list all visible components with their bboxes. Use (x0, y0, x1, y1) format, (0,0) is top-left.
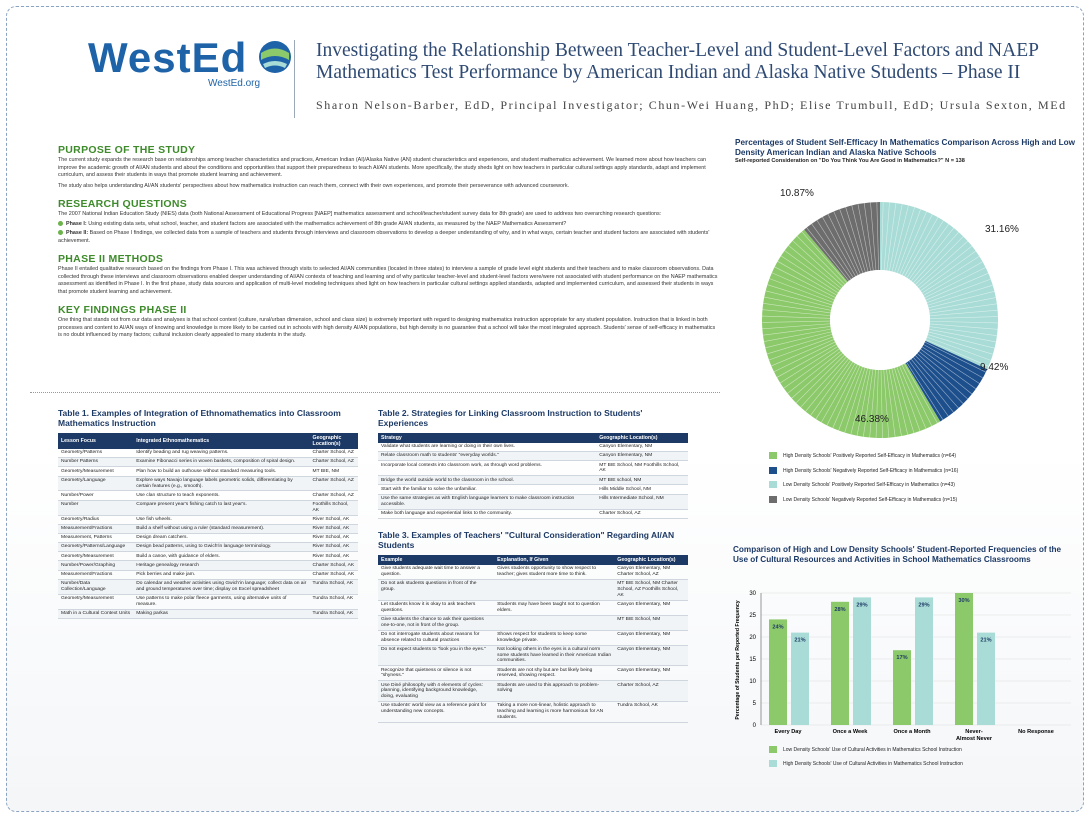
table-row (378, 702, 688, 723)
table3-block (378, 530, 688, 723)
globe-icon (258, 40, 292, 74)
bar-legend-item (769, 760, 963, 767)
y-tick-label: 15 (749, 657, 756, 663)
purpose-paragraph-2: The study also helps understanding AI/AN students' perspectives about how mathematics instruction can reach them, connect with their own experiences, and promote their perseverance with advanced coursework. (58, 182, 570, 189)
pie-legend-item (769, 481, 955, 488)
pie-data-label: 9.42% (980, 362, 1009, 373)
findings-heading: KEY FINDINGS PHASE II (58, 304, 187, 316)
table2-header-0: Strategy (378, 433, 596, 443)
table2-cell: Charter School, AZ (596, 509, 688, 518)
legend-label: High Density Schools' Use of Cultural Activities in Mathematics School Instruction (783, 760, 963, 767)
table3-cell: Use students' world view as a reference point for understanding new concepts. (378, 702, 494, 723)
legend-swatch (769, 746, 777, 753)
table1-cell: Charter School, AZ (310, 449, 358, 458)
x-tick-label: Once a Month (893, 729, 931, 735)
table3-header-2: Geographic Location(s) (614, 555, 688, 565)
table1-cell: Geometry/Measurement (58, 467, 133, 476)
table-row (378, 681, 688, 702)
table1-cell: Number/Power (58, 491, 133, 500)
bar (915, 597, 933, 725)
legend-swatch (769, 481, 777, 488)
pie-data-label: 46.38% (855, 414, 889, 425)
table2-cell: MT BIE school, NM (596, 476, 688, 485)
table3-cell: Canyon Elementary, NM (614, 630, 688, 645)
y-tick-label: 25 (749, 613, 756, 619)
legend-label: High Density Schools' Negatively Reported Self-Efficacy in Mathematics (n=16) (783, 467, 959, 474)
table-row (378, 494, 688, 509)
table3-cell: Students may have been taught not to question elders. (494, 600, 614, 615)
table-row (58, 561, 358, 570)
bullet-icon (58, 221, 63, 226)
legend-label: Low Density Schools' Positively Reported Self-Efficacy in Mathematics (n=43) (783, 481, 955, 488)
y-tick-label: 0 (752, 723, 756, 729)
table-row (58, 458, 358, 467)
table1-cell: Charter School, AZ (310, 476, 358, 491)
table-row (378, 666, 688, 681)
table2-block (378, 408, 688, 519)
table1-cell: Examine Fibonacci series in woven baskets, composition of spiral design. (133, 458, 309, 467)
table3-cell: Gives students opportunity to show respect to teacher; gives student more time to think. (494, 565, 614, 579)
table1-cell: Pick berries and make jam. (133, 570, 309, 579)
pie-data-label: 31.16% (985, 224, 1019, 235)
table-row (378, 645, 688, 666)
table1-cell: Use fish wheels. (133, 515, 309, 524)
table2-cell: Canyon Elementary, NM (596, 443, 688, 452)
table-row (58, 594, 358, 609)
table3-cell: Students are used to this approach to problem-solving (494, 681, 614, 702)
table-row (58, 524, 358, 533)
purpose-paragraph-1: The current study expands the research base on relationships among teacher characteristics and practices, American Indian (AI)/Alaska Native (AN) student characteristics and experiences, and student mathematics achievement. We learned more about how teachers can improve the academic growth of AI/AN students and about the conditions and opportunities that support their preparedness to teach AI/AN students. More specifically, the study sheds light on how teachers in particular cultural settings apply standards, adapt and implement curriculum, and assess their students in ways that promote student learning and achievement. (58, 157, 707, 178)
table1-cell: River School, AK (310, 552, 358, 561)
table-row (378, 600, 688, 615)
table1-cell: Build a shelf without using a ruler (standard measurement). (133, 524, 309, 533)
table1-cell: Use clan structure to teach exponents. (133, 491, 309, 500)
logo-url: WestEd.org (208, 78, 261, 89)
pie-data-label: 10.87% (780, 188, 814, 199)
legend-swatch (769, 452, 777, 459)
y-tick-label: 5 (752, 701, 756, 707)
table-row (58, 491, 358, 500)
table2-cell: Relate classroom math to students' "everyday worlds." (378, 452, 596, 461)
y-tick-label: 20 (749, 635, 756, 641)
table2-cell: Make both language and experiential links to the community. (378, 509, 596, 518)
intro-column (58, 140, 718, 340)
bar-data-label: 29% (856, 602, 868, 609)
table1-cell: Number/Data Collection/Language (58, 579, 133, 594)
table3-cell: Do not expect students to "look you in the eyes." (378, 645, 494, 666)
table1-cell: Use patterns to make polar fleece garments, using alternative units of measure. (133, 594, 309, 609)
table3-cell: Shows respect for students to keep some knowledge private. (494, 630, 614, 645)
table3-cell: MT BIE School, NM (614, 615, 688, 630)
table-row (58, 476, 358, 491)
table3-cell: Let students know it is okay to ask teachers questions. (378, 600, 494, 615)
purpose-heading: PURPOSE OF THE STUDY (58, 144, 196, 156)
table1-cell: Math in a Cultural Context Units (58, 609, 133, 618)
phase-one-bullet (58, 221, 718, 229)
legend-label: High Density Schools' Positively Reported Self-Efficacy in Mathematics (n=64) (783, 452, 957, 459)
table3-cell: Use Diné philosophy with 4 elements of cycles: planning, identifying background knowledge, doing, evaluating (378, 681, 494, 702)
table2-cell: Hills Middle School, NM (596, 485, 688, 494)
y-axis-label: Percentage of Students per Reported Frequency (735, 600, 741, 720)
y-tick-label: 30 (749, 591, 756, 597)
table-row (378, 452, 688, 461)
table1-cell: Tundra School, AK (310, 579, 358, 594)
table1-block (58, 408, 358, 619)
table2-title: Table 2. Strategies for Linking Classroom Instruction to Students' Experiences (378, 408, 643, 428)
table2-cell: Incorporate local contexts into classroom work, as through word problems. (378, 461, 596, 476)
table3-cell: Do not ask students questions in front of the group. (378, 579, 494, 600)
bar-chart-title: Comparison of High and Low Density Schools' Student-Reported Frequencies of the Use of Cultural Resources and Activities in School Mathematics Classrooms (733, 545, 1062, 564)
table3-cell: Do not interrogate students about reasons for absence related to cultural practices (378, 630, 494, 645)
cultural-activities-bar-chart (733, 585, 1083, 742)
table1 (58, 433, 358, 619)
poster-title: Investigating the Relationship Between Teacher-Level and Student-Level Factors and NAEP Mathematics Test Performance by American Indian and Alaska Native Students – Phase II (316, 40, 1039, 83)
table3-cell: Give students adequate wait time to answer a question. (378, 565, 494, 579)
table-row (58, 552, 358, 561)
table1-cell: River School, AK (310, 543, 358, 552)
x-tick-label: Almost Never (955, 736, 993, 742)
table3-cell: Not looking others in the eyes is a cultural norm some students have learned in their American Indian communities. (494, 645, 614, 666)
wested-logo (88, 34, 278, 90)
table-row (378, 579, 688, 600)
table1-cell: Plan how to build an outhouse without standard measuring tools. (133, 467, 309, 476)
table3-cell: Canyon Elementary, NM (614, 666, 688, 681)
table1-cell: Geometry/Measurement (58, 594, 133, 609)
table-row (58, 570, 358, 579)
table2-cell: Start with the familiar to solve the unfamiliar. (378, 485, 596, 494)
table3-header-0: Example (378, 555, 494, 565)
table1-cell: Heritage genealogy research (133, 561, 309, 570)
table1-cell: River School, AK (310, 533, 358, 542)
legend-label: Low Density Schools' Negatively Reported Self-Efficacy in Mathematics (n=15) (783, 496, 958, 503)
table1-cell: Geometry/Patterns (58, 449, 133, 458)
phase-two-bullet (58, 230, 718, 245)
table1-cell: Tundra School, AK (310, 609, 358, 618)
bar-data-label: 28% (834, 606, 846, 613)
table1-cell: Design bead patterns, using to Gwich'in language terminology. (133, 543, 309, 552)
table3-header-1: Explanation, If Given (494, 555, 614, 565)
pie-chart-title: Percentages of Student Self-Efficacy In Mathematics Comparison Across High and Low Density American Indian and Alaska Native Schools (735, 138, 1076, 157)
bar (769, 619, 787, 725)
bar-data-label: 21% (980, 637, 992, 644)
table1-header-2: Geographic Location(s) (310, 433, 358, 449)
table3-title: Table 3. Examples of Teachers' "Cultural Consideration" Regarding AI/AN Students (378, 530, 675, 550)
bar (831, 602, 849, 725)
pie-legend-item (769, 452, 956, 459)
table3-cell: Tundra School, AK (614, 702, 688, 723)
table-row (378, 443, 688, 452)
table2-header-1: Geographic Location(s) (596, 433, 688, 443)
bar-data-label: 21% (794, 637, 806, 644)
table3-cell: Recognize that quietness or silence is not "shyness." (378, 666, 494, 681)
questions-paragraph: The 2007 National Indian Education Study (NIES) data (both National Assessment of Educational Progress [NAEP] mathematics assessment and school/teacher/student survey data for 8th grade) are used to address two overarching research questions: (58, 211, 662, 217)
table-row (58, 500, 358, 515)
methods-heading: PHASE II METHODS (58, 253, 164, 265)
table-row (378, 630, 688, 645)
table-row (378, 565, 688, 579)
table1-cell: Explore ways Navajo language labels geometric solids, differentiating by certain features (e.g., smooth). (133, 476, 309, 491)
table2-cell: Bridge the world outside world to the classroom in the school. (378, 476, 596, 485)
table-row (58, 579, 358, 594)
questions-heading: RESEARCH QUESTIONS (58, 198, 188, 210)
self-efficacy-pie-chart (760, 200, 1000, 440)
table1-cell: Measurement, Patterns (58, 533, 133, 542)
phase-one-label: Phase I: (66, 220, 87, 227)
table3 (378, 555, 688, 723)
table3-cell: Taking a more non-linear, holistic approach to teaching and learning is more harmonious for AN students. (494, 702, 614, 723)
x-tick-label: Once a Week (832, 729, 868, 735)
table1-cell: Measurement/Fractions (58, 524, 133, 533)
pie-chart-header (735, 138, 1075, 164)
table1-cell: Design dream catchers. (133, 533, 309, 542)
bar-data-label: 17% (896, 655, 908, 662)
table1-header-1: Integrated Ethnomathematics (133, 433, 309, 449)
table1-cell: Number/Power/Graphing (58, 561, 133, 570)
bar (853, 597, 871, 725)
table-row (378, 485, 688, 494)
table-row (378, 615, 688, 630)
table1-cell: Charter School, AK (310, 561, 358, 570)
table1-cell: Compare present year's fishing catch to last year's. (133, 500, 309, 515)
table1-cell: Geometry/Language (58, 476, 133, 491)
table1-cell: Geometry/Radius (58, 515, 133, 524)
bullet-icon (58, 230, 63, 235)
table1-title: Table 1. Examples of Integration of Ethnomathematics into Classroom Mathematics Instruction (58, 408, 341, 428)
pie-hole (830, 270, 930, 370)
phase-one-text: Using existing data sets, what school, teacher, and student factors are associated with the mathematics achievement of 8th grade AI/AN students, as measured by the NAEP Mathematics Assessment? (88, 220, 567, 227)
table1-cell: Foothills School, AK (310, 500, 358, 515)
table3-cell (494, 579, 614, 600)
table3-cell: Canyon Elementary, NM (614, 645, 688, 666)
table-row (58, 515, 358, 524)
methods-paragraph: Phase II entailed qualitative research based on the findings from Phase I. This was achieved through visits to selected AI/AN communities (located in three states) to interview a sample of grade level eight students and their teachers and to make classroom observations. Data collected through these interviews and classroom observations enabled deeper understanding of AI/AN contexts of teaching and learning and of why particular teacher-level and student-level factors were/were not associated with student performance on the NAEP mathematics assessment as identified in Phase I. In the first phase, study data sources and application of multi-level modeling techniques shed light on how teachers in particular cultural settings applied standards, adapted and implemented curriculum, and assessed their students in ways that promote student learning and achievement. (58, 266, 718, 295)
table-row (58, 543, 358, 552)
table1-cell: Do calendar and weather activities using Gwich'in language; collect data on air and ground temperatures over time; display on Excel spreadsheet (133, 579, 309, 594)
bar (791, 633, 809, 725)
table-row (378, 476, 688, 485)
legend-swatch (769, 760, 777, 767)
table2-cell: MT BIE School, NM Foothills School, AK (596, 461, 688, 476)
bar-data-label: 30% (958, 598, 970, 604)
table-row (378, 461, 688, 476)
table1-cell: MT BIE, NM (310, 467, 358, 476)
table3-cell: Give students the chance to ask their questions one-to-one, not in front of the group. (378, 615, 494, 630)
table1-cell: Number (58, 500, 133, 515)
pie-legend-item (769, 496, 957, 503)
table1-cell: Making parkas (133, 609, 309, 618)
y-tick-label: 10 (749, 679, 756, 685)
x-tick-label: Never- (965, 729, 983, 735)
phase-two-text: Based on Phase I findings, we collected data from a sample of teachers and students through interviews and classroom observations to develop a deeper understanding of why, and in what ways, certain teacher and student factors are associated with students' achievement. (58, 230, 710, 244)
table1-cell: Measurement/Fractions (58, 570, 133, 579)
table1-cell: Geometry/Patterns/Language (58, 543, 133, 552)
legend-swatch (769, 496, 777, 503)
authors-line: Sharon Nelson-Barber, EdD, Principal Investigator; Chun-Wei Huang, PhD; Elise Trumbull, EdD; Ursula Sexton, MEd (316, 98, 1067, 112)
table1-header-0: Lesson Focus (58, 433, 133, 449)
phase-two-label: Phase II: (66, 230, 89, 236)
table1-cell: Geometry/Measurement (58, 552, 133, 561)
table1-cell: River School, AK (310, 515, 358, 524)
bar (977, 633, 995, 725)
table3-cell: Canyon Elementary, NM (614, 600, 688, 615)
table1-cell: Identify beading and rug weaving patterns. (133, 449, 309, 458)
table3-cell: Students are not shy but are but likely being reserved, showing respect. (494, 666, 614, 681)
table3-cell: MT BIE School, NM Charter School, AZ Foothills School, AK (614, 579, 688, 600)
table1-cell: Charter School, AZ (310, 458, 358, 467)
table2-cell: Validate what students are learning or doing in their own lives. (378, 443, 596, 452)
table1-cell: Charter School, AK (310, 570, 358, 579)
table3-cell: Charter School, AZ (614, 681, 688, 702)
pie-chart-subtitle: Self-reported Consideration on "Do You Think You Are Good in Mathematics?" N = 138 (735, 158, 965, 164)
x-tick-label: Every Day (774, 729, 802, 735)
bar-legend-item (769, 746, 962, 753)
bar-data-label: 29% (918, 602, 930, 609)
table-row (58, 533, 358, 542)
table1-cell: Build a canoe, with guidance of elders. (133, 552, 309, 561)
table1-cell: Number Patterns (58, 458, 133, 467)
bar-data-label: 24% (772, 624, 784, 631)
logo-wordmark: WestEd (88, 34, 248, 81)
table3-cell: Canyon Elementary, NM Charter School, AZ (614, 565, 688, 579)
bar (955, 593, 973, 725)
table2-cell: Hills Intermediate School, NM (596, 494, 688, 509)
table3-cell (494, 615, 614, 630)
findings-paragraph: One thing that stands out from our data and analyses is that school context (culture, rural/urban dimension, school and class size) is extremely important with regard to designing mathematics instruction appropriate for any student population. Instruction that is linked in both processes and content to AI/AN ways of knowing and knowledge is more likely to be carried out in schools with high density AI/AN populations, but high density is no guarantee that a school will take the most integrated approach. Students' sense of self-efficacy in mathematics is no doubt influenced by many factors; cultural inclusion clearly appealed to many students in the study. (58, 317, 716, 338)
table-row (58, 467, 358, 476)
table-row (58, 609, 358, 618)
legend-swatch (769, 467, 777, 474)
table2-cell: Canyon Elementary, NM (596, 452, 688, 461)
table-row (378, 509, 688, 518)
pie-legend-item (769, 467, 958, 474)
section-separator (30, 392, 720, 393)
table1-cell: Charter School, AZ (310, 491, 358, 500)
legend-label: Low Density Schools' Use of Cultural Activities in Mathematics School Instruction (783, 746, 962, 753)
header-divider (294, 40, 295, 118)
bar (893, 650, 911, 725)
x-tick-label: No Response (1018, 729, 1054, 735)
table2-cell: Use the same strategies as with English language learners to make classroom instruction accessible. (378, 494, 596, 509)
table2 (378, 433, 688, 519)
table1-cell: Tundra School, AK (310, 594, 358, 609)
table-row (58, 449, 358, 458)
table1-cell: River School, AK (310, 524, 358, 533)
